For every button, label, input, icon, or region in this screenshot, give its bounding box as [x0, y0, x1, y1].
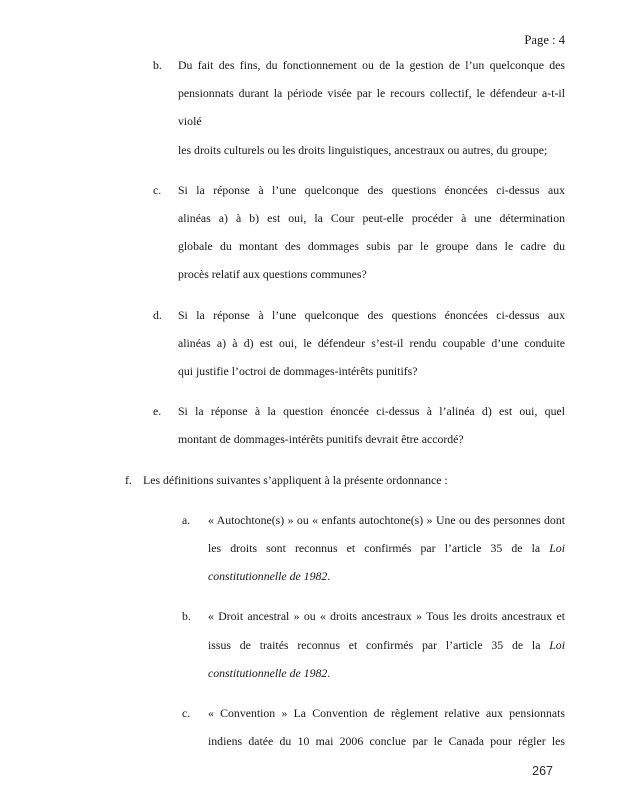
text-line: alinéas a) à d) est oui, le défendeur s’est-il rendu coupable d’une conduite	[178, 335, 565, 350]
item-text	[178, 176, 565, 289]
text-line: les droits sont reconnus et confirmés par l’article 35 de la Loi	[208, 541, 565, 556]
bates-number: 267	[532, 764, 553, 778]
text-line: procès relatif aux questions communes?	[178, 267, 367, 282]
text-line: « Convention » La Convention de règlement relative aux pensionnats	[208, 706, 565, 721]
italic-text: Loi	[549, 637, 565, 652]
item-label: f.	[125, 472, 132, 487]
list-item	[153, 51, 565, 164]
italic-text: Loi	[549, 541, 565, 556]
text-line: issus de traités reconnus et confirmés par l’article 35 de la Loi	[208, 637, 565, 652]
item-text	[178, 51, 565, 164]
item-label: d.	[153, 307, 162, 322]
item-label: b.	[153, 58, 162, 72]
item-text	[178, 301, 565, 386]
page-number-header: Page : 4	[524, 33, 565, 47]
text-line: globale du montant des dommages subis par le groupe dans le cadre du	[178, 239, 565, 254]
text-line: indiens datée du 10 mai 2006 conclue par le Canada pour régler les	[208, 734, 565, 749]
list-item	[125, 466, 565, 494]
italic-text: constitutionnelle de 1982	[208, 569, 328, 584]
item-label: c.	[153, 182, 162, 197]
text-line: « Autochtone(s) » ou « enfants autochtone(s) » Une ou des personnes dont	[208, 512, 565, 527]
document-body	[0, 51, 623, 767]
list-item	[153, 301, 565, 386]
italic-text: constitutionnelle de 1982	[208, 665, 328, 680]
item-text	[143, 466, 565, 494]
item-label: c.	[182, 706, 191, 721]
text-line: alinéas a) à b) est oui, la Cour peut-elle procéder à une détermination	[178, 211, 565, 226]
list-item	[182, 602, 565, 687]
text-line: constitutionnelle de 1982.	[208, 569, 331, 584]
text-line: Du fait des fins, du fonctionnement ou de la gestion de l’un quelconque des	[178, 58, 565, 72]
text-line: pensionnats durant la période visée par le recours collectif, le défendeur a-t-il violé	[178, 86, 565, 129]
text-line: Si la réponse à la question énoncée ci-dessus à l’alinéa d) est oui, quel	[178, 404, 565, 419]
item-text	[208, 699, 565, 755]
item-label: b.	[182, 609, 191, 624]
item-text	[178, 397, 565, 453]
item-label: e.	[153, 404, 162, 419]
text-line: montant de dommages-intérêts punitifs devrait être accordé?	[178, 432, 464, 447]
list-item	[182, 506, 565, 591]
text-line: Si la réponse à l’une quelconque des questions énoncées ci-dessus aux	[178, 307, 565, 322]
text-line: les droits culturels ou les droits linguistiques, ancestraux ou autres, du groupe;	[178, 142, 548, 157]
item-text	[208, 506, 565, 591]
item-text	[208, 602, 565, 687]
text-line: Les définitions suivantes s’appliquent à la présente ordonnance :	[143, 472, 448, 487]
list-item	[153, 397, 565, 453]
list-item	[153, 176, 565, 289]
item-label: a.	[182, 512, 191, 527]
list-item	[182, 699, 565, 755]
text-line: Si la réponse à l’une quelconque des questions énoncées ci-dessus aux	[178, 182, 565, 197]
text-line: constitutionnelle de 1982.	[208, 665, 331, 680]
text-line: qui justifie l’octroi de dommages-intérêts punitifs?	[178, 364, 418, 379]
text-line: « Droit ancestral » ou « droits ancestraux » Tous les droits ancestraux et	[208, 609, 565, 624]
